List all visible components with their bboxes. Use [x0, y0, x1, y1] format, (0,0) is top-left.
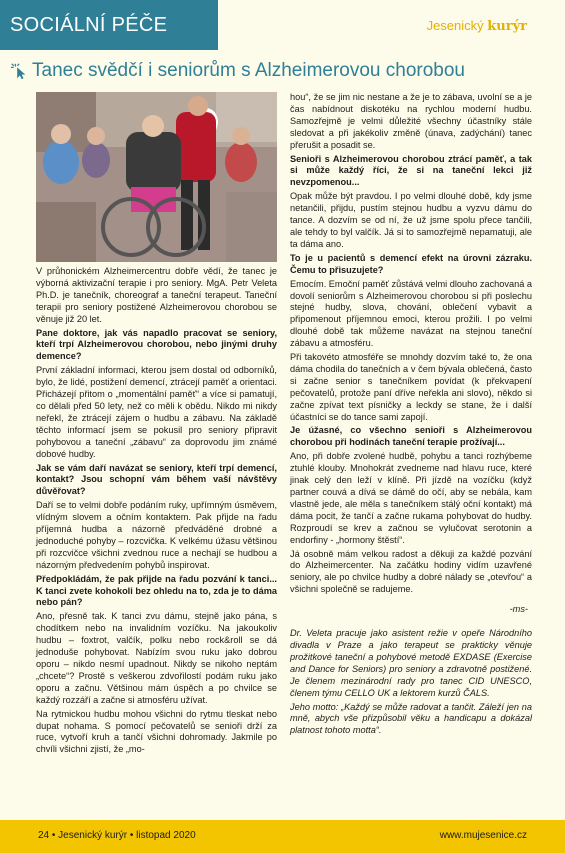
masthead-name-bold: kurýr	[487, 19, 527, 34]
cursor-click-icon	[10, 62, 28, 80]
interview-question: Jak se vám daří navázat se seniory, kteří trpí demencí, kontakt? Jsou schopní vám během vaší návštěvy důvěřovat?	[36, 462, 277, 497]
interview-question: To je u pacientů s demencí efekt na úrovni zázraku. Čemu to přisuzujete?	[290, 252, 532, 275]
footer-band	[0, 820, 565, 853]
interview-question: Pane doktore, jak vás napadlo pracovat se seniory, kteří trpí Alzheimerovou chorobou, nebo jinými druhy demence?	[36, 327, 277, 362]
masthead-name: Jesenický	[426, 18, 488, 33]
article-column-left	[36, 266, 277, 758]
interview-answer: Daří se to velmi dobře podáním ruky, upřímným úsměvem, vlídným slovem a očním kontaktem. Pak přijde na řadu příjemná hudba a názorně předváděné drobné a jednoduché pohyby – rozcvička. K velkému úžasu většinou při rozcvičce všichni zvednou ruce a nechají se hudbou a názorným předvedením pohybů inspirovat.	[36, 500, 277, 570]
interview-question: Senioři s Alzheimerovou chorobou ztrácí paměť, a tak si může každý říci, že si na taneční lekci již nevzpomenou...	[290, 153, 532, 188]
section-title: SOCIÁLNÍ PÉČE	[10, 14, 168, 36]
motto-note: Jeho motto: „Každý se může radovat a tančit. Záleží jen na mně, abych vše přizpůsobil věku a handicapu a dokázal platnost tohoto motta“.	[290, 701, 532, 736]
article-headline	[10, 60, 550, 82]
interview-answer: Emocím. Emoční paměť zůstává velmi dlouho zachovaná a dovolí seniorům s Alzheimerovou chorobou si při poslechu stejné hudby, slova, chování, oblečení vybavit a připomenout příjemnou emoci, kterou prožili. I po velmi dlouhé době tak můžeme navázat na stejnou taneční zábavu a atmosféru.	[290, 278, 532, 349]
interview-answer: Opak může být pravdou. I po velmi dlouhé době, kdy jsme netančili, přijdu, pustím stejnou hudbu a vyzvu dámu do tance. A dozvím se od ní, že už jsme spolu přece tančili, ale tehdy to byl valčík. Já si to samozřejmě nepamatuji, ale ta dáma ano.	[290, 191, 532, 249]
section-header-band	[0, 0, 218, 50]
headline-text: Tanec svědčí i seniorům s Alzheimerovou chorobou	[32, 60, 466, 81]
footer-issue-info: 24 • Jesenický kurýr • listopad 2020	[38, 830, 196, 841]
article-column-right	[290, 92, 532, 739]
footer-website-link[interactable]: www.mujesenice.cz	[439, 830, 527, 841]
bio-note: Dr. Veleta pracuje jako asistent režie v opeře Národního divadla v Praze a jako terapeut se prakticky věnuje prožitkové taneční a pohybové metodě EXDASE (Exercise and Dance for Seniors) pro seniory a zdravotně postižené. Je členem mezinárodní rady pro tanec CID UNESCO, členem týmu CELLO UK a lektorem kurzů ČALS.	[290, 628, 532, 698]
dance-photo-illustration	[36, 92, 277, 262]
intro-paragraph: V průhonickém Alzheimercentru dobře vědí, že tanec je výborná aktivizační terapie i pro seniory. MgA. Petr Veleta Ph.D. je tanečník, choreograf a taneční terapeut. Taneční terapii pro seniory postižené Alzheimerovou chorobou se věnuje již 20 let.	[36, 266, 277, 324]
interview-answer: Já osobně mám velkou radost a děkuji za každé pozvání do Alzheimercenter. Na začátku hodiny vidím uzavřené seniory, ale po chvilce hudby a dobré nálady se „otevřou“ a všichni společně se radujeme.	[290, 548, 532, 595]
interview-answer: Ano, při dobře zvolené hudbě, pohybu a tanci rozhýbeme ztuhlé klouby. Mnohokrát zvedneme nad hlavu ruce, které jinak celý den leží v klíně. Při jízdě na vozíčku (když partner couvá a dívá se dámě do očí, aby se nebála, kam vlastně jede, ale měla s tanečníkem stálý oční kontakt) má dáma pocit, že tančí a začne rukama pohybovat do hudby. Rozproudí se krev a začnou se vylučovat serotonin a endorfiny - „hormony štěstí“.	[290, 451, 532, 545]
interview-answer: hou“, že se jim nic nestane a že je to zábava, uvolní se a je čas nabídnout diskotéku na rychlou moderní hudbu. Samozřejmě je velmi důležité všechny účastníky stále sledovat a při jakékoliv změně (únava, zadýchání) tanec přerušit a posadit se.	[290, 92, 532, 150]
interview-answer: Na rytmickou hudbu mohou všichni do rytmu tleskat nebo dupat nohama. S pomocí pečovatelů se senioři drží za ruce, vytvoří kruh a tančí všichni dohromady. Jakmile po chvíli všichni zjistí, že „mo-	[36, 708, 277, 755]
interview-question: Předpokládám, že pak přijde na řadu pozvání k tanci... K tanci zvete kohokoli bez ohledu na to, zda je to dáma nebo pán?	[36, 573, 277, 608]
interview-answer: Při takovéto atmosféře se mnohdy dozvím také to, že ona dáma chodila do tanečních a v čem bývala oblečená, často si začne senior s tanečníkem povídat (k překvapení pečovatelů, protože paní dříve neřekla ani slovo), někdo si začne zpívat text písničky a leckdy se stane, že i další účastníci se do tance sami zapojí.	[290, 352, 532, 422]
masthead	[427, 18, 527, 34]
interview-answer: Ano, přesně tak. K tanci zvu dámu, stejně jako pána, s chodítkem nebo na invalidním vozíčku. Na jakoukoliv hudbu – foxtrot, valčík, polku nebo rock&roll se dá jednoduše pohybovat. Nabízím svou ruku jako dobrou oporu – nikdo nesmí upadnout. Nikdy se nikoho neptám „chcete“? Prostě s veškerou zdvořilostí podám ruku jako oporu a začnu. Většinou mám úspěch a po chvilce se každý rozzáří a začne si atmosféru užívat.	[36, 611, 277, 705]
author-signature: -ms-	[509, 604, 528, 615]
interview-answer: První základní informaci, kterou jsem dostal od odborníků, bylo, že lidé, postižení demencí, ztrácejí paměť a orientaci. Přicházejí přitom o „momentální paměť“ a více si pamatují, co dělali před 50 lety, než co měli k obědu. Nikdo mi nikdy neřekl, že ztrácejí zájem o hudbu a zábavu. Na základě těchto informací jsem se pokusil pro seniory připravit pohybovou a taneční „zábavu“ za doprovodu jim známé dobové hudby.	[36, 365, 277, 459]
article-photo	[36, 92, 277, 262]
interview-question: Je úžasné, co všechno senioři s Alzheimerovou chorobou při hodinách taneční terapie prožívají...	[290, 425, 532, 448]
